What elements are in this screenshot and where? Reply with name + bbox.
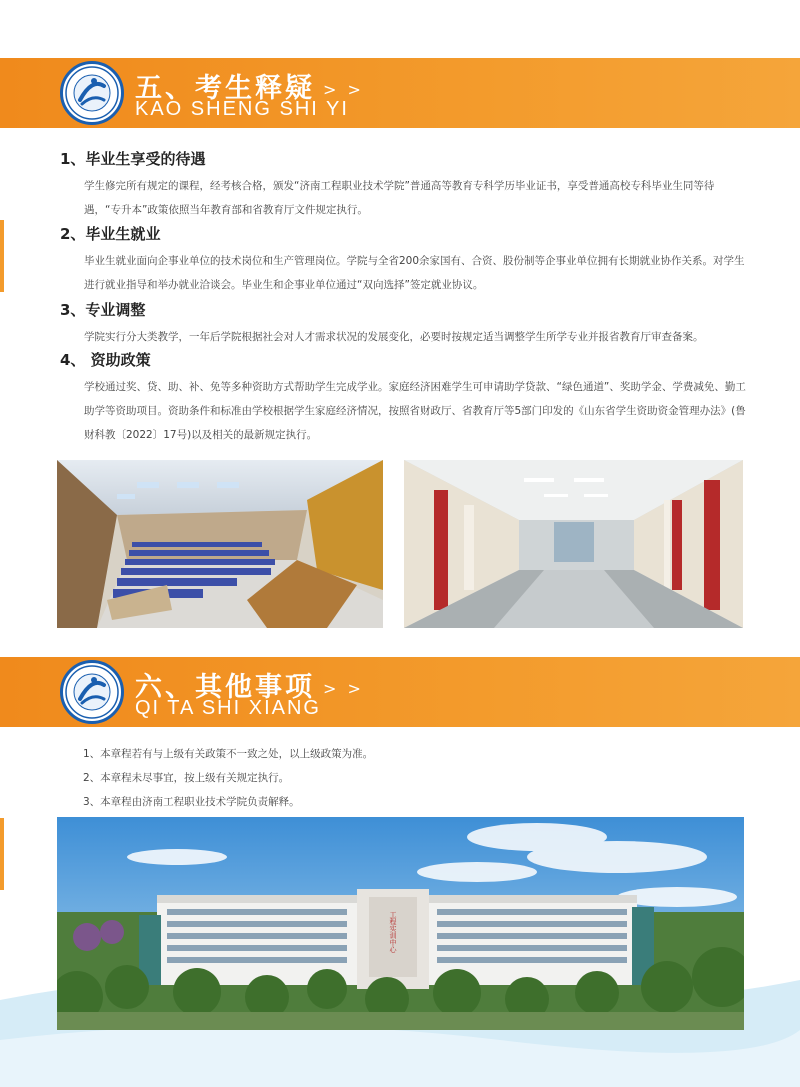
list-item: 1、本章程若有与上级有关政策不一致之处，以上级政策为准。 bbox=[83, 748, 374, 760]
section-title: 五、考生释疑 > > bbox=[135, 73, 364, 104]
list-item: 3、本章程由济南工程职业技术学院负责解释。 bbox=[83, 796, 300, 808]
section-title: 六、其他事项 > > bbox=[135, 672, 364, 703]
other-items-list bbox=[83, 742, 373, 814]
corridor-photo bbox=[404, 460, 743, 628]
lecture-hall-photo bbox=[57, 460, 383, 628]
side-accent bbox=[0, 818, 4, 890]
faq-text: 毕业生就业面向企事业单位的技术岗位和生产管理岗位。学院与全省200余家国有、合资、股份制等企事业单位拥有长期就业协作关系。对学生进行就业指导和举办就业洽谈会。毕业生和企事业单位通过“双向选择”签定就业协议。 bbox=[84, 255, 745, 291]
faq-heading: 2、毕业生就业 bbox=[60, 225, 161, 243]
faq-text: 学校通过奖、贷、助、补、免等多种资助方式帮助学生完成学业。家庭经济困难学生可申请助学贷款、“绿色通道”、奖助学金、学费减免、勤工助学等资助项目。资助条件和标准由学校根据学生家庭经济情况，按照省财政厅、省教育厅等5部门印发的《山东省学生资助资金管理办法》(鲁财科教〔2022〕17号)以及相关的最新规定执行。 bbox=[84, 381, 746, 441]
faq-text: 学生修完所有规定的课程，经考核合格，颁发“济南工程职业技术学院”普通高等教育专科学历毕业证书，享受普通高校专科毕业生同等待遇，“专升本”政策依照当年教育部和省教育厅文件规定执行。 bbox=[84, 180, 715, 216]
faq-item bbox=[60, 148, 750, 222]
section-subtitle: KAO SHENG SHI YI bbox=[135, 98, 349, 120]
faq-item bbox=[60, 349, 750, 447]
building-sign: 工程实训中心 bbox=[389, 911, 397, 953]
college-logo bbox=[60, 660, 124, 724]
section-header-band bbox=[0, 58, 800, 128]
side-accent bbox=[0, 220, 4, 292]
list-item: 2、本章程未尽事宜，按上级有关规定执行。 bbox=[83, 772, 290, 784]
faq-heading: 1、毕业生享受的待遇 bbox=[60, 150, 206, 168]
faq-text: 学院实行分大类教学，一年后学院根据社会对人才需求状况的发展变化，必要时按规定适当调整学生所学专业并报省教育厅审查备案。 bbox=[84, 331, 704, 343]
section-subtitle: QI TA SHI XIANG bbox=[135, 697, 321, 719]
faq-heading: 3、专业调整 bbox=[60, 301, 146, 319]
faq-heading: 4、 资助政策 bbox=[60, 351, 151, 369]
campus-building-photo bbox=[57, 817, 744, 1030]
faq-item bbox=[60, 223, 750, 297]
college-logo bbox=[60, 61, 124, 125]
faq-item bbox=[60, 299, 750, 349]
section-header-band bbox=[0, 657, 800, 727]
